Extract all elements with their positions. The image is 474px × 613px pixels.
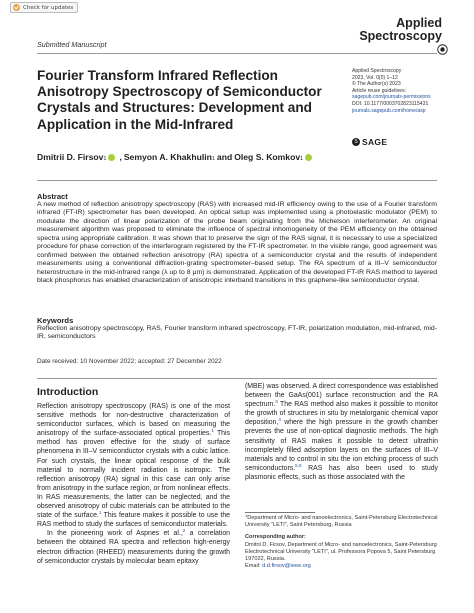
keywords-text: Reflection anisotropy spectroscopy, RAS, Fourier transform infrared spectroscopy, FT-IR, polarization modulation, mid-infrared, mid-IR, semiconductors — [37, 325, 437, 341]
publisher-name: SAGE — [362, 137, 388, 147]
author-and: and — [216, 152, 233, 162]
affiliation-number: 1 — [245, 513, 248, 518]
reference-link[interactable]: 4 — [278, 417, 281, 423]
corresponding-email — [245, 563, 438, 570]
reference-link[interactable]: 5,6 — [295, 462, 302, 468]
orcid-icon[interactable] — [108, 154, 115, 161]
body-text: This feature makes it possible to use the RAS method to study the surfaces of semiconductor materials. — [37, 512, 230, 529]
author-list — [37, 152, 314, 162]
intro-paragraph — [37, 529, 230, 565]
affiliation-text: Department of Micro- and nanoelectronics, Saint-Petersburg Electrotechnical University “LETI”, Saint Petersburg, Russia — [245, 515, 438, 529]
article-meta — [352, 68, 448, 114]
sage-icon: S — [352, 138, 360, 146]
author-name[interactable]: Oleg S. Komkov — [234, 152, 301, 162]
journal-name-line2: Spectroscopy — [359, 29, 442, 43]
meta-doi[interactable]: DOI: 10.1177/00037028231154​31 — [352, 100, 429, 107]
meta-volume: 2023, Vol. 0(0) 1–12 — [352, 74, 398, 81]
reference-link[interactable]: 1 — [211, 428, 214, 434]
reference-link[interactable]: 3 — [275, 399, 278, 405]
body-column-right — [245, 382, 438, 482]
meta-journal: Applied Spectroscopy — [352, 68, 402, 74]
reference-link[interactable]: 2 — [182, 528, 186, 534]
author-name[interactable]: Dmitrii D. Firsov — [37, 152, 104, 162]
body-text: (MBE) was observed. A direct correspondence was established between the GaAs(001) surface reconstruction and the RA spectrum. — [245, 383, 438, 409]
body-text: a correlation between the obtained RA spectra and reflection high-energy electron diffraction (RHEED) measurements during the growth of semiconductor crystals by molecular beam epitaxy — [37, 530, 230, 565]
introduction-heading: Introduction — [37, 386, 99, 398]
orcid-icon[interactable] — [305, 154, 312, 161]
body-text: This method has proven effective for the study of surface phenomena in III–V semiconductor crystals with a cubic lattice. For such crystals, the linear optical response of the bulk material to normally incident radiation is isotropic. The reflection anisotropy (RA) signal in this case can only arise from anisotropy in the surface region, or from nonlinear effects. In RAS measurements, the latter can be neglected, and the observed anisotropy of cubic materials can be attributed to the state of the surface. — [37, 430, 230, 520]
check-for-updates-badge[interactable] — [10, 2, 78, 13]
title-divider — [37, 180, 437, 181]
body-text: where the high pressure in the growth chamber prevents the use of non-optical diagnostic methods. The high sensitivity of RAS makes it possible to detect ultrathin incompletely filled adsorption layers on the surfaces of III–V materials and to control in situ the ion etching process of such semiconductors. — [245, 419, 438, 472]
intro-paragraph — [245, 382, 438, 482]
body-text: Reflection anisotropy spectroscopy (RAS) is one of the most sensitive methods for non-destructive characterization of semiconductor surfaces, which is based on measuring the anisotropy of the surface-associated optical properties. — [37, 403, 230, 438]
header-divider — [37, 53, 437, 54]
affiliation-footnote — [245, 515, 438, 529]
abstract-text: A new method of reflection anisotropy spectroscopy (RAS) with increased mid-IR efficiency owing to the use of a Fourier transform infrared (FT-IR) spectrometer has been developed. An optical setup was implemented using a photoelastic modulator (PEM) to modulate the direction of linear polarization of the probe beam originating from the Michelson interferometer. An original measurement algorithm was proposed to eliminate the influence of spectral inhomogeneity of the PEM efficiency on the obtained spectra using appropriate calibration. It was shown that to preserve the sign of the RAS signal, it is necessary to use a specialized procedure for phase correction of the interferogram registered by the FT-IR spectrometer. In the visible range, good agreement was confirmed between the obtained reflection anisotropy (RA) spectra of a semiconductor crystal and the results of independent measurements using a conventional diffraction-grating spectrometer–based setup. The RA spectrum of a III–V semiconductor heterostructure in the mid-infrared range (λ up to 8 μm) is demonstrated. Application of the developed FT-IR RAS method to layered black phosphorus has enabled characterization of anisotropic interband transitions in this graphene-like semiconductor crystal. — [37, 201, 437, 285]
journal-logo[interactable] — [342, 17, 442, 43]
author-separator: , — [119, 152, 122, 162]
check-icon — [13, 4, 20, 11]
reference-link[interactable]: 1 — [98, 510, 102, 516]
society-logo-icon — [437, 44, 448, 55]
body-text: In the pioneering work of Aspnes et al., — [47, 530, 183, 538]
abstract-divider — [37, 378, 437, 379]
meta-reuse: Article reuse guidelines: — [352, 87, 407, 94]
body-column-left — [37, 402, 230, 566]
meta-journal-link[interactable]: journals.sagepub.com/home/asp — [352, 107, 426, 114]
email-link[interactable]: d.d.firsov@ieee.org — [262, 563, 311, 570]
abstract-heading: Abstract — [37, 192, 68, 201]
footnotes — [245, 515, 438, 570]
journal-name-line1: Applied — [396, 16, 442, 30]
author-affiliation: 1 — [211, 156, 215, 162]
publisher-logo — [352, 137, 387, 147]
article-title: Fourier Transform Infrared Reflection Anisotropy Spectroscopy of Semiconductor Crystals and Structures: Development and Application in the Mid-Infrared — [37, 68, 322, 132]
check-for-updates-label: Check for updates — [23, 4, 74, 11]
intro-paragraph — [37, 402, 230, 529]
meta-permissions-link[interactable]: sagepub.com/journals-permissions — [352, 94, 431, 101]
author-affiliation: 1 — [103, 156, 107, 162]
corresponding-author-text: Dmitrii D. Firsov, Department of Micro- and nanoelectronics, Saint-Petersburg Electrotechnical University “LETI”, ul. Professora Popova 5, Saint Petersburg 197022, Russia. — [245, 541, 437, 563]
author-name[interactable]: Semyon A. Khakhulin — [123, 152, 212, 162]
corresponding-author-heading: Corresponding author: — [245, 534, 306, 541]
body-text: RAS has also been used to study plasmonic effects, such as those associated with the — [245, 464, 438, 481]
keywords-heading: Keywords — [37, 316, 74, 325]
email-label: Email: — [245, 563, 261, 570]
author-affiliation: 1 — [300, 156, 304, 162]
body-text: The RAS method also makes it possible to monitor the growth of structures in situ by metalorganic chemical vapor deposition, — [245, 401, 438, 427]
submitted-manuscript-label: Submitted Manuscript — [37, 40, 107, 49]
article-dates: Date received: 10 November 2022; accepted: 27 December 2022 — [37, 358, 222, 365]
footnote-divider — [245, 512, 315, 513]
meta-copyright: © The Author(s) 2023 — [352, 81, 401, 88]
